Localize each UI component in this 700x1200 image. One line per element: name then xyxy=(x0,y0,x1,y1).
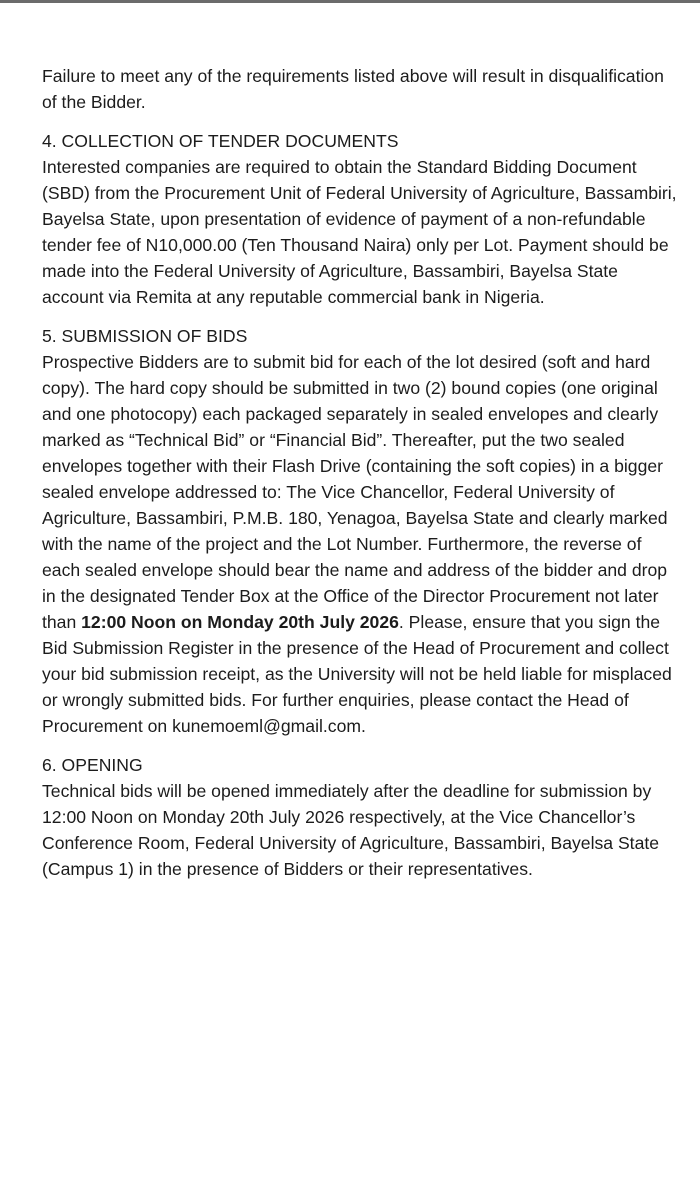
submission-text-before: Prospective Bidders are to submit bid for each of the lot desired (soft and hard copy). The hard copy should be submitted in two (2) bound copies (one original and one photocopy) each packaged separately in sealed envelopes and clearly marked as “Technical Bid” or “Financial Bid”. Thereafter, put the two sealed envelopes together with their Flash Drive (containing the soft copies) in a bigger sealed envelope addressed to: The Vice Chancellor, Federal University of Agriculture, Bassambiri, P.M.B. 180, Yenagoa, Bayelsa State and clearly marked with the name of the project and the Lot Number. Furthermore, the reverse of each sealed envelope should bear the name and address of the bidder and drop in the designated Tender Box at the Office of the Director Procurement not later than xyxy=(42,352,668,632)
section-heading-opening: 6. OPENING xyxy=(42,755,143,775)
top-divider xyxy=(0,0,700,3)
intro-paragraph: Failure to meet any of the requirements listed above will result in disqualification of the Bidder. xyxy=(42,66,664,112)
submission-text-after: . Please, ensure that you sign the Bid Submission Register in the presence of the Head of Procurement and collect your bid submission receipt, as the University will not be held liable for misplaced or wrongly submitted bids. For further enquiries, please contact the Head of Procurement on kunemoeml@gmail.com. xyxy=(42,612,672,736)
tender-document xyxy=(42,63,682,882)
submission-deadline: 12:00 Noon on Monday 20th July 2026 xyxy=(81,612,399,632)
section-opening xyxy=(42,752,682,882)
section-body-opening: Technical bids will be opened immediately after the deadline for submission by 12:00 Noon on Monday 20th July 2026 respectively, at the Vice Chancellor’s Conference Room, Federal University of Agriculture, Bassambiri, Bayelsa State (Campus 1) in the presence of Bidders or their representatives. xyxy=(42,781,660,879)
section-heading-submission: 5. SUBMISSION OF BIDS xyxy=(42,326,248,346)
section-body-collection: Interested companies are required to obtain the Standard Bidding Document (SBD) from the Procurement Unit of Federal University of Agriculture, Bassambiri, Bayelsa State, upon presentation of evidence of payment of a non-refundable tender fee of N10,000.00 (Ten Thousand Naira) only per Lot. Payment should be made into the Federal University of Agriculture, Bassambiri, Bayelsa State account via Remita at any reputable commercial bank in Nigeria. xyxy=(42,157,677,307)
section-heading-collection: 4. COLLECTION OF TENDER DOCUMENTS xyxy=(42,131,399,151)
section-body-submission xyxy=(42,349,682,739)
section-submission xyxy=(42,323,682,739)
section-collection xyxy=(42,128,682,310)
